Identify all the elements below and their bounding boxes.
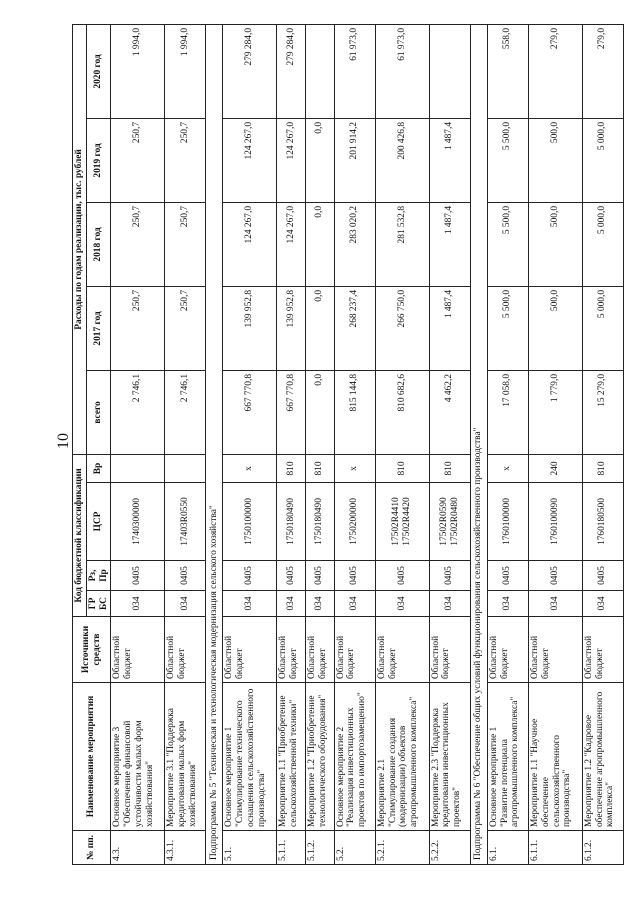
row-2018: 250,7 [165, 202, 206, 286]
row-2020: 279 284,0 [223, 24, 277, 118]
row-source: Областной бюджет [528, 617, 582, 683]
subprogram-title: Подпрограмма № 5 "Техническая и технологическая модернизация сельского хозяйства" [206, 24, 223, 864]
row-total: 0,0 [305, 370, 334, 454]
row-grbs: 034 [487, 591, 528, 617]
row-grbs: 034 [305, 591, 334, 617]
row-2020: 1 994,0 [111, 24, 165, 118]
row-total: 810 682,6 [375, 370, 429, 454]
row-source: Областной бюджет [487, 617, 528, 683]
row-vr: х [334, 454, 375, 482]
row-2020: 558,0 [487, 24, 528, 118]
row-csr: 1750180490 [277, 483, 306, 561]
row-source: Областной бюджет [375, 617, 429, 683]
row-2020: 1 994,0 [165, 24, 206, 118]
row-vr: 810 [305, 454, 334, 482]
row-rzpr: 0405 [375, 561, 429, 591]
row-source: Областной бюджет [111, 617, 165, 683]
row-2017: 5 500,0 [487, 286, 528, 370]
row-csr: 1750180490 [305, 483, 334, 561]
row-source: Областной бюджет [223, 617, 277, 683]
row-2019: 200 426,8 [375, 118, 429, 202]
header-grbs: ГР БС [86, 591, 111, 617]
row-csr: 17502R4410 17502R4420 [375, 483, 429, 561]
row-2020 [305, 24, 334, 118]
row-2018: 124 267,0 [277, 202, 306, 286]
row-vr [111, 454, 165, 482]
row-rzpr: 0405 [487, 561, 528, 591]
row-rzpr: 0405 [528, 561, 582, 591]
row-2017: 268 237,4 [334, 286, 375, 370]
row-2019: 0,0 [305, 118, 334, 202]
row-2018: 281 532,8 [375, 202, 429, 286]
row-2017: 139 952,8 [277, 286, 306, 370]
row-csr: 1750100000 [223, 483, 277, 561]
row-num: 6.1.1. [528, 831, 582, 865]
header-vr: Вр [86, 454, 111, 482]
row-name: Мероприятие 1.2 "Кадровое обеспечение агропромышленного комплекса" [582, 683, 623, 831]
row-grbs: 034 [165, 591, 206, 617]
row-num: 4.3. [111, 831, 165, 865]
row-rzpr: 0405 [305, 561, 334, 591]
row-2018: 1 487,4 [429, 202, 470, 286]
table-row [111, 24, 165, 864]
row-2017: 500,0 [528, 286, 582, 370]
row-2018: 500,0 [528, 202, 582, 286]
row-total: 15 279,0 [582, 370, 623, 454]
row-total: 2 746,1 [165, 370, 206, 454]
header-code: Код бюджетной классификации [73, 454, 87, 616]
row-2017: 5 000,0 [582, 286, 623, 370]
table-row [429, 24, 470, 864]
row-total: 1 779,0 [528, 370, 582, 454]
row-grbs: 034 [528, 591, 582, 617]
row-vr: 810 [429, 454, 470, 482]
row-total: 815 144,8 [334, 370, 375, 454]
header-rzpr: Рз, Пр [86, 561, 111, 591]
table-row [223, 24, 277, 864]
row-num: 5.1. [223, 831, 277, 865]
row-2018: 124 267,0 [223, 202, 277, 286]
row-num: 6.1. [487, 831, 528, 865]
row-source: Областной бюджет [165, 617, 206, 683]
row-grbs: 034 [375, 591, 429, 617]
row-csr: 1760100000 [487, 483, 528, 561]
header-source: Источники средств [73, 617, 111, 683]
budget-table [72, 24, 624, 865]
row-num: 5.2.2. [429, 831, 470, 865]
row-2020: 279,0 [528, 24, 582, 118]
row-csr: 17502R0590 17502R0480 [429, 483, 470, 561]
row-vr: х [487, 454, 528, 482]
row-2020: 61 973,0 [334, 24, 375, 118]
row-rzpr: 0405 [277, 561, 306, 591]
header-expenses: Расходы по годам реализации, тыс. рублей [73, 24, 87, 454]
row-csr: 1760100090 [528, 483, 582, 561]
row-name: Мероприятие 1.1 "Научное обеспечение сельскохозяйственного производства" [528, 683, 582, 831]
row-csr: 1750200000 [334, 483, 375, 561]
header-csr: ЦСР [86, 483, 111, 561]
row-2019: 124 267,0 [223, 118, 277, 202]
row-2018: 0,0 [305, 202, 334, 286]
row-num: 6.1.2. [582, 831, 623, 865]
row-name: Основное мероприятие 2 "Реализация инвестиционных проектов по импортозамещению" [334, 683, 375, 831]
row-2017: 1 487,4 [429, 286, 470, 370]
row-total: 17 058,0 [487, 370, 528, 454]
row-2019: 5 000,0 [582, 118, 623, 202]
row-vr: 810 [375, 454, 429, 482]
row-rzpr: 0405 [334, 561, 375, 591]
row-rzpr: 0405 [223, 561, 277, 591]
row-total: 4 462,2 [429, 370, 470, 454]
table-row [582, 24, 623, 864]
row-num: 5.2.1. [375, 831, 429, 865]
row-2020: 279 284,0 [277, 24, 306, 118]
table-row [305, 24, 334, 864]
table-row [277, 24, 306, 864]
row-2019: 124 267,0 [277, 118, 306, 202]
row-2017: 266 750,0 [375, 286, 429, 370]
row-grbs: 034 [277, 591, 306, 617]
row-name: Основное мероприятие 3 "Обеспечение финансовой устойчивости малых форм хозяйствования" [111, 683, 165, 831]
header-num: № пп. [73, 831, 111, 865]
row-grbs: 034 [334, 591, 375, 617]
row-2019: 250,7 [111, 118, 165, 202]
row-2019: 201 914,2 [334, 118, 375, 202]
row-name: Основное мероприятие 1 "Развитие потенциала агропромышленного комплекса" [487, 683, 528, 831]
row-vr: 240 [528, 454, 582, 482]
row-2020 [429, 24, 470, 118]
row-grbs: 034 [582, 591, 623, 617]
row-2018: 5 500,0 [487, 202, 528, 286]
row-name: Мероприятие 1.2 "Приобретение технологического оборудования" [305, 683, 334, 831]
row-csr: 1760180500 [582, 483, 623, 561]
header-total: всего [86, 370, 111, 454]
row-grbs: 034 [223, 591, 277, 617]
row-2019: 1 487,4 [429, 118, 470, 202]
row-source: Областной бюджет [305, 617, 334, 683]
row-name: Мероприятие 3.1 "Поддержка кредитования малых форм хозяйствования" [165, 683, 206, 831]
row-source: Областной бюджет [277, 617, 306, 683]
row-name: Мероприятие 2.1 "Стимулирование создания (модернизации) объектов агропромышленного комплекса" [375, 683, 429, 831]
row-source: Областной бюджет [429, 617, 470, 683]
table-row [487, 24, 528, 864]
rotated-table-wrapper [72, 25, 624, 865]
row-vr: 810 [582, 454, 623, 482]
table-row [334, 24, 375, 864]
row-2017: 0,0 [305, 286, 334, 370]
header-2020: 2020 год [86, 24, 111, 118]
subprogram-title: Подпрограмма № 6 "Обеспечение общих условий функционирования сельскохозяйственного производства" [470, 24, 487, 864]
row-2018: 250,7 [111, 202, 165, 286]
row-vr: х [223, 454, 277, 482]
page-number: 10 [55, 433, 72, 449]
header-2017: 2017 год [86, 286, 111, 370]
row-num: 5.1.1. [277, 831, 306, 865]
header-2018: 2018 год [86, 202, 111, 286]
row-csr: 17403R0550 [165, 483, 206, 561]
row-rzpr: 0405 [111, 561, 165, 591]
row-2019: 250,7 [165, 118, 206, 202]
header-2019: 2019 год [86, 118, 111, 202]
table-row [528, 24, 582, 864]
row-2020: 279,0 [582, 24, 623, 118]
subprogram-row [206, 24, 223, 864]
row-rzpr: 0405 [429, 561, 470, 591]
row-2020: 61 973,0 [375, 24, 429, 118]
row-source: Областной бюджет [334, 617, 375, 683]
row-2018: 5 000,0 [582, 202, 623, 286]
row-2017: 250,7 [165, 286, 206, 370]
row-vr [165, 454, 206, 482]
row-num: 5.1.2. [305, 831, 334, 865]
row-num: 4.3.1. [165, 831, 206, 865]
row-name: Основное мероприятие 1 "Стимулирование технического оснащения сельскохозяйственного производства" [223, 683, 277, 831]
row-total: 667 770,8 [277, 370, 306, 454]
row-rzpr: 0405 [165, 561, 206, 591]
row-num: 5.2. [334, 831, 375, 865]
row-2019: 5 500,0 [487, 118, 528, 202]
row-2018: 283 020,2 [334, 202, 375, 286]
row-grbs: 034 [111, 591, 165, 617]
row-2017: 139 952,8 [223, 286, 277, 370]
row-2019: 500,0 [528, 118, 582, 202]
row-rzpr: 0405 [582, 561, 623, 591]
table-row [165, 24, 206, 864]
row-csr: 1740300000 [111, 483, 165, 561]
header-name: Наименование мероприятия [73, 683, 111, 831]
row-name: Мероприятие 1.1 "Приобретение сельскохозяйственной техники" [277, 683, 306, 831]
table-body [111, 24, 624, 864]
subprogram-row [470, 24, 487, 864]
table-row [375, 24, 429, 864]
row-vr: 810 [277, 454, 306, 482]
row-grbs: 034 [429, 591, 470, 617]
row-total: 2 746,1 [111, 370, 165, 454]
row-2017: 250,7 [111, 286, 165, 370]
row-source: Областной бюджет [582, 617, 623, 683]
row-total: 667 770,8 [223, 370, 277, 454]
row-name: Мероприятие 2.3 "Поддержка кредитования инвестиционных проектов" [429, 683, 470, 831]
